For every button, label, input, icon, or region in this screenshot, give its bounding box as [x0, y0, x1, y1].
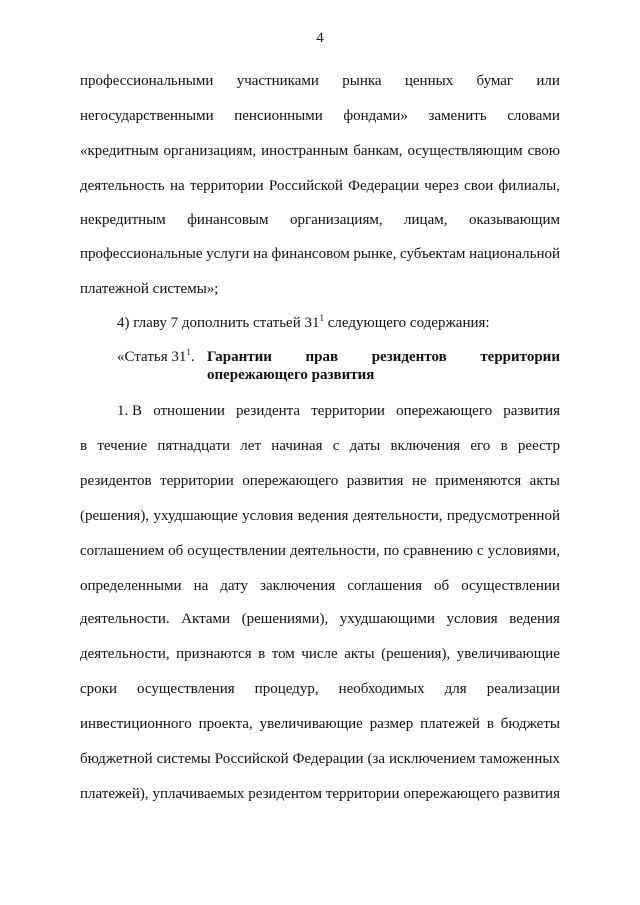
word: территории	[189, 178, 264, 194]
word: заменить	[428, 108, 487, 124]
word: акты	[529, 473, 560, 489]
word: рынка	[342, 73, 382, 89]
word: таможенных	[479, 751, 560, 767]
word: фондами»	[343, 108, 408, 124]
word: финансовом	[271, 246, 350, 262]
word: для	[444, 681, 467, 697]
word: проекта,	[198, 716, 253, 732]
word: Актами	[181, 611, 231, 627]
item-4-text: 4) главу 7 дополнить статьей 31	[117, 315, 320, 331]
text-line	[80, 750, 560, 768]
text-line	[80, 785, 560, 803]
word: том	[271, 646, 295, 662]
word: на	[193, 578, 209, 594]
word: свою	[527, 143, 560, 159]
word: услуги	[206, 246, 250, 262]
word: лет	[240, 438, 261, 454]
word: размер	[369, 716, 414, 732]
word: развития	[503, 786, 560, 802]
text-line	[80, 645, 560, 663]
text-line	[80, 507, 560, 525]
word: соглашения	[347, 578, 423, 594]
word: условия	[446, 611, 498, 627]
text-line: платежной системы»;	[80, 281, 219, 297]
article-title-line	[207, 348, 560, 366]
word: системы	[156, 751, 211, 767]
word: деятельности,	[352, 508, 443, 524]
word: в	[500, 438, 508, 454]
page-number: 4	[316, 30, 324, 46]
text-line	[80, 107, 560, 125]
word: некредитным	[80, 212, 166, 228]
word: необходимых	[338, 681, 425, 697]
word: (решениями),	[241, 611, 329, 627]
article-label: «Статья 31	[117, 349, 187, 365]
word: платежей),	[80, 786, 149, 802]
word: национальной	[469, 246, 560, 262]
word: территории	[311, 403, 385, 419]
word: опережающего	[242, 473, 339, 489]
word: ценных	[404, 73, 454, 89]
text-line	[80, 72, 560, 90]
word: словами	[507, 108, 560, 124]
word: (решения),	[381, 646, 451, 662]
word: банкам,	[353, 143, 403, 159]
word: иностранным	[261, 143, 349, 159]
text-line	[80, 211, 560, 229]
word: в	[486, 716, 494, 732]
word: числе	[301, 646, 338, 662]
word: профессиональными	[80, 73, 214, 89]
article-title-line: опережающего развития	[207, 367, 375, 383]
item-4-line	[117, 314, 560, 332]
word: не	[411, 473, 427, 489]
word: начиная	[271, 438, 323, 454]
item-4-superscript: 1	[319, 313, 324, 323]
word: сравнению	[403, 543, 473, 559]
word: ведения	[297, 508, 349, 524]
text-line	[80, 577, 560, 595]
word: заключения	[260, 578, 336, 594]
word: бумаг	[476, 73, 514, 89]
word: увеличивающие	[259, 716, 363, 732]
word: осуществляющим	[407, 143, 523, 159]
word: по	[383, 543, 400, 559]
item-4-text-end: следующего содержания:	[324, 315, 490, 331]
word: ухудшающими	[339, 611, 435, 627]
word: дату	[220, 578, 249, 594]
word: финансовым	[187, 212, 269, 228]
text-line	[80, 437, 560, 455]
word: деятельности,	[289, 543, 380, 559]
word: деятельность	[80, 178, 165, 194]
word: оказывающим	[468, 212, 560, 228]
word: опережающего	[403, 786, 500, 802]
word: осуществления	[137, 681, 235, 697]
word: свои	[464, 178, 494, 194]
word: организациям,	[289, 212, 383, 228]
word: опережающего	[396, 403, 493, 419]
word: резидентом	[248, 786, 322, 802]
word: развития	[346, 473, 404, 489]
word: признаются	[176, 646, 252, 662]
word: осуществлении	[187, 543, 286, 559]
title-word: территории	[480, 349, 560, 365]
word: условия	[242, 508, 294, 524]
text-line	[80, 472, 560, 490]
word: в	[258, 646, 266, 662]
word: территории	[325, 786, 400, 802]
word: отношении	[153, 403, 225, 419]
word: течение	[97, 438, 148, 454]
word: 1. В	[117, 403, 143, 419]
title-word: резидентов	[371, 349, 447, 365]
word: увеличивающие	[456, 646, 560, 662]
text-line	[80, 610, 560, 628]
word: территории	[160, 473, 234, 489]
text-line	[80, 177, 560, 195]
word: Российской	[268, 178, 343, 194]
word: соглашением	[80, 543, 165, 559]
word: его	[470, 438, 491, 454]
word: (решения),	[80, 508, 150, 524]
word: участниками	[236, 73, 319, 89]
word: пенсионными	[234, 108, 323, 124]
word: рынке,	[353, 246, 397, 262]
word: об	[434, 578, 450, 594]
word: Федерации	[348, 178, 419, 194]
word: деятельности,	[80, 646, 170, 662]
word: на	[169, 178, 185, 194]
word: акты	[344, 646, 375, 662]
word: осуществлении	[461, 578, 560, 594]
word: с	[332, 438, 340, 454]
word: бюджетной	[80, 751, 153, 767]
word: даты	[349, 438, 381, 454]
text-line	[80, 245, 560, 263]
word: реализации	[486, 681, 560, 697]
word: или	[536, 73, 560, 89]
word: резидента	[236, 403, 301, 419]
word: резидентов	[80, 473, 152, 489]
word: процедур,	[254, 681, 319, 697]
word: профессиональные	[80, 246, 203, 262]
word: инвестиционного	[80, 716, 192, 732]
word: субъектам	[400, 246, 466, 262]
word: реестр	[517, 438, 560, 454]
text-line	[80, 542, 560, 560]
word: об	[168, 543, 184, 559]
word: развития	[503, 403, 560, 419]
word: ведения	[509, 611, 560, 627]
word: Российской	[214, 751, 289, 767]
article-superscript: 1	[186, 347, 191, 357]
word: в	[80, 438, 88, 454]
word: определенными	[80, 578, 182, 594]
word: уплачиваемых	[152, 786, 245, 802]
word: филиалы,	[498, 178, 560, 194]
word: Федерации	[292, 751, 364, 767]
word: лицам,	[404, 212, 448, 228]
word: условиями,	[487, 543, 560, 559]
word: деятельности.	[80, 611, 170, 627]
word: (за	[367, 751, 386, 767]
text-line	[80, 142, 560, 160]
article-title	[207, 348, 560, 384]
word: бюджеты	[500, 716, 560, 732]
title-word: прав	[305, 349, 339, 365]
article-dot: .	[190, 349, 195, 365]
word: «кредитным	[80, 143, 159, 159]
word: пятнадцати	[157, 438, 231, 454]
word: на	[253, 246, 268, 262]
word: через	[424, 178, 459, 194]
word: включения	[390, 438, 461, 454]
word: организациям,	[163, 143, 257, 159]
text-line	[80, 680, 560, 698]
title-word: Гарантии	[207, 349, 272, 365]
paragraph-1-first-line	[117, 402, 560, 420]
word: предусмотренной	[446, 508, 560, 524]
word: сроки	[80, 681, 117, 697]
word: ухудшающие	[153, 508, 238, 524]
word: негосударственными	[80, 108, 214, 124]
word: платежей	[420, 716, 480, 732]
word: исключением	[389, 751, 476, 767]
word: с	[476, 543, 484, 559]
article-number	[117, 348, 195, 366]
word: применяются	[435, 473, 522, 489]
text-line	[80, 715, 560, 733]
